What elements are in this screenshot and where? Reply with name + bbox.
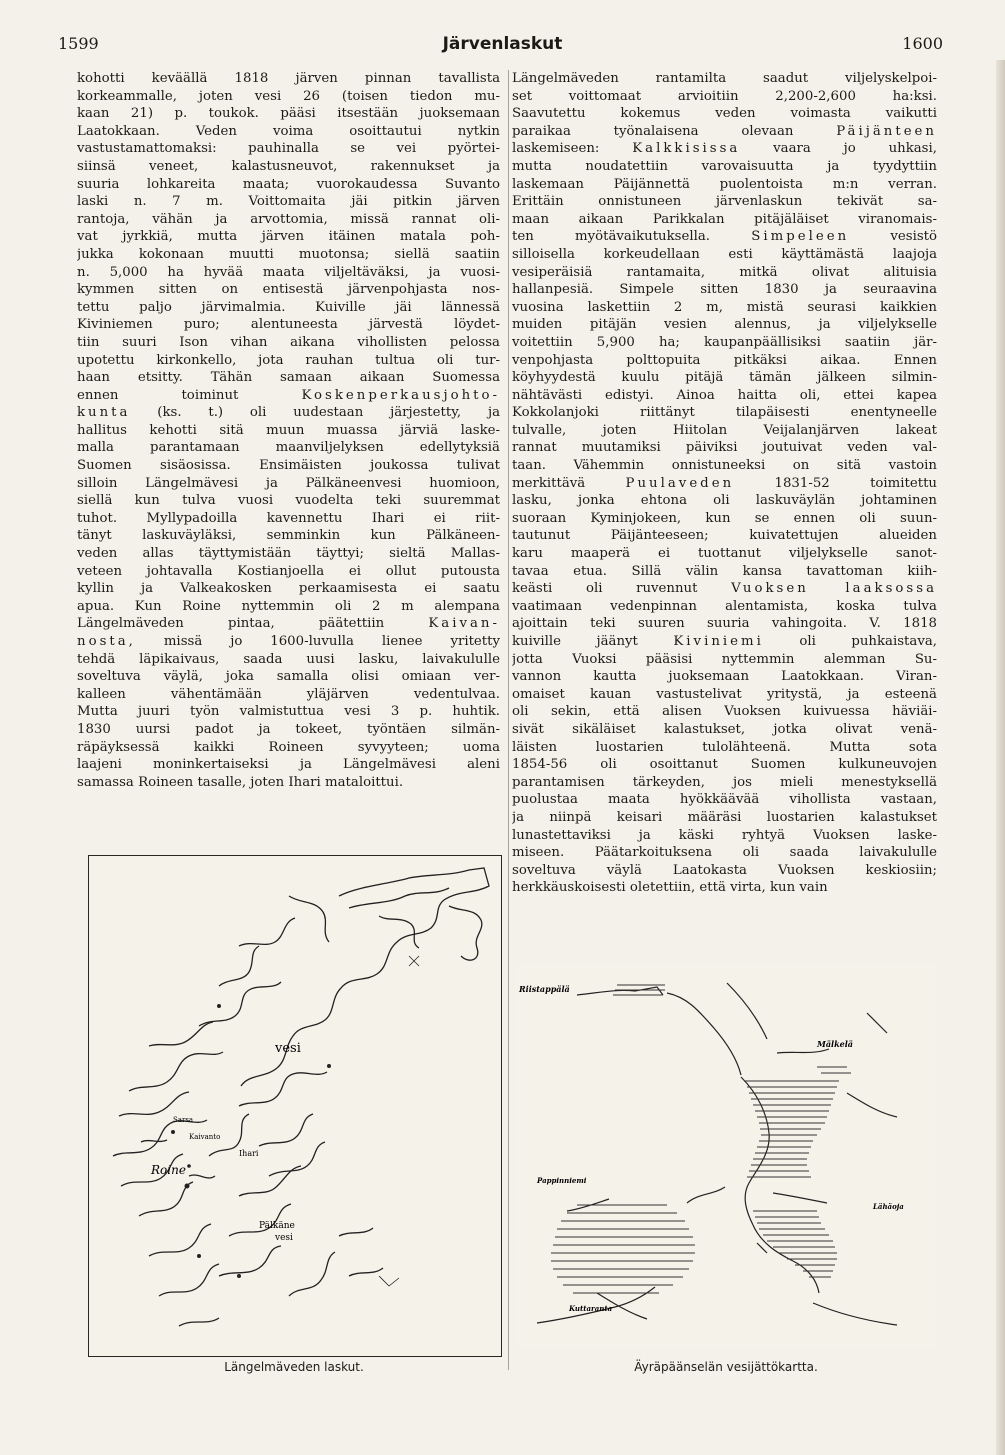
text-line xyxy=(77,387,500,405)
text-run: vaara jo uhkasi, xyxy=(773,141,937,157)
text-line xyxy=(512,123,937,141)
text-line: upotettu kirkonkello, jota rauhan tultua oli tur- xyxy=(77,352,500,368)
text-run: vesistö xyxy=(890,229,937,245)
text-line: tulvalle, joten Hiitolan Veijalanjärven lakeat xyxy=(512,422,937,438)
text-run: laskemiseen: xyxy=(512,141,600,157)
text-line: silloisella korkeudellaan esti käyttämästä laajoja xyxy=(512,246,937,262)
map-label-palkane: Pälkäne xyxy=(259,1221,295,1231)
text-line: herkkäuskoisesti oletettiin, että virta, kun vain xyxy=(512,880,828,896)
text-run: keästi oli ruvennut xyxy=(512,581,698,597)
map-langelmavesi-drawing xyxy=(89,856,501,1356)
right-column xyxy=(512,70,937,897)
text-line: vaatimaan vedenpinnan alentamista, koska tulva xyxy=(512,598,937,614)
text-run: missä jo 1600-luvulla lienee yritetty xyxy=(163,634,500,649)
text-line: vannon kautta juoksemaan Laatokkaan. Viran- xyxy=(512,669,937,685)
text-line xyxy=(512,580,937,598)
text-run: (ks. t.) oli uudestaan järjestetty, ja xyxy=(157,405,500,421)
text-line xyxy=(512,228,937,246)
text-line: siinsä veneet, kalastusneuvot, rakennukset ja xyxy=(77,158,500,174)
text-line xyxy=(512,140,937,158)
text-line: soveltuva väylä Laatokasta Vuoksen keskiosiin; xyxy=(512,862,937,878)
text-line: vuosina laskettiin 2 m, mistä seurasi kaikkien xyxy=(512,299,937,315)
text-line: jukka kokonaan muutti muotonsa; siellä saatiin xyxy=(77,246,500,262)
text-line: vastustamattomaksi: pauhinalla se vei pyörtei- xyxy=(77,141,500,157)
map-label-ihari: Ihari xyxy=(239,1149,259,1158)
map-langelmavesi xyxy=(88,855,502,1357)
spaced-term: kunta xyxy=(77,405,131,421)
text-line: nähtävästi edistyi. Ainoa haitta oli, ettei kapea xyxy=(512,387,937,403)
column-divider xyxy=(508,70,509,1370)
text-line: laajeni moninkertaiseksi ja Längelmävesi aleni xyxy=(77,757,500,773)
text-line: parantamisen tärkeyden, jos mieli menestyksellä xyxy=(512,774,937,790)
text-run: kuiville jäänyt xyxy=(512,634,638,649)
text-line: venpohjasta polttopuita pitkäksi aikaa. Ennen xyxy=(512,352,937,368)
text-line xyxy=(77,404,500,422)
text-run: 1831-52 toimitettu xyxy=(774,475,937,491)
text-line: Suomen sisäosissa. Ensimäisten joukossa tulivat xyxy=(77,458,500,474)
text-line: hallanpesiä. Simpele sitten 1830 ja seuraavina xyxy=(512,282,937,298)
page-number-right: 1600 xyxy=(902,34,943,53)
map-ayrapaanselka xyxy=(517,963,935,1348)
text-line: vesiperäisiä rantamaita, mitkä olivat alituisia xyxy=(512,264,937,280)
running-title: Järvenlaskut xyxy=(442,34,563,54)
text-line: ajoittain teki suuren suuria vahingoita. V. 1818 xyxy=(512,616,937,632)
text-line: haan etsitty. Tähän samaan aikaan Suomessa xyxy=(77,370,500,386)
spaced-term: Simpeleen xyxy=(751,229,850,245)
text-line: kaan 21) p. toukok. pääsi itsestään juoksemaan xyxy=(77,106,500,122)
text-line: soveltuva väylä, joka samalla olisi omiaan ver- xyxy=(77,669,500,685)
text-line: ja niinpä keisari määräsi luostarien kalastukset xyxy=(512,809,937,825)
text-line xyxy=(512,475,937,493)
text-line: voitettiin 5,900 ha; kaupanpäällisiksi saatiin jär- xyxy=(512,334,937,350)
text-line xyxy=(512,633,937,651)
text-line: tuhot. Myllypadoilla kavennettu Ihari ei riit- xyxy=(77,510,500,526)
text-line: lasku, jonka ehtona oli laskuväylän johtaminen xyxy=(512,493,937,509)
text-line: miseen. Päätarkoituksena oli saada laivakululle xyxy=(512,845,937,861)
spaced-term: Puulaveden xyxy=(625,475,735,491)
spaced-term: Kalkkisissa xyxy=(632,141,741,157)
text-line: Längelmäveden rantamilta saadut viljelyskelpoi- xyxy=(512,71,937,86)
text-run: merkittävä xyxy=(512,475,586,491)
map-label-palkane-vesi: vesi xyxy=(275,1233,293,1243)
text-line: Saavutettu kokemus veden voimasta vaikutti xyxy=(512,106,937,122)
text-line: kymmen sitten on entisestä järvenpohjasta nos- xyxy=(77,282,500,298)
map-ayrapaanselka-drawing xyxy=(517,963,935,1348)
spaced-term: nosta, xyxy=(77,634,136,649)
text-line: muiden pitäjän vesien alennus, ja viljelykselle xyxy=(512,317,937,333)
text-line: kohotti keväällä 1818 järven pinnan tavallista xyxy=(77,71,500,86)
text-line: tänyt laskuväyläksi, semminkin kun Pälkäneen- xyxy=(77,528,500,544)
text-line: kalleen vähentämään yläjärven vedentulvaa. xyxy=(77,686,500,702)
text-line: korkeammalle, joten vesi 26 (toisen tiedon mu- xyxy=(77,88,500,104)
text-line: taan. Vähemmin onnistuneeksi on sitä vastoin xyxy=(512,458,937,474)
text-line: jotta Vuoksi pääsisi nyttemmin alemman Su- xyxy=(512,651,937,667)
figure-caption-left: Längelmäveden laskut. xyxy=(224,1360,364,1374)
spaced-term: Kiviniemi xyxy=(673,634,764,649)
map-label-pappinniemi: Pappinniemi xyxy=(537,1176,587,1185)
page-number-left: 1599 xyxy=(58,34,99,53)
map-label-kuttaranta: Kuttaranta xyxy=(569,1304,613,1313)
text-line: tiin suuri Ison vihan aikana vihollisten pelossa xyxy=(77,334,500,350)
text-line: malla parantamaan maanviljelyksen edellytyksiä xyxy=(77,440,500,456)
text-line: mutta noudatettiin varovaisuutta ja tyydyttiin xyxy=(512,158,937,174)
text-line: hallitus kehotti sitä muun muassa järviä laske- xyxy=(77,422,500,438)
text-line: suoraan Kyminjokeen, kun se ennen oli suun- xyxy=(512,510,937,526)
text-line: omaiset kauan vastustelivat yritystä, ja esteenä xyxy=(512,686,937,702)
text-line: Kiviniemen puro; alentuneesta järvestä löydet- xyxy=(77,317,500,333)
text-line: Laatokkaan. Veden voima osoittautui nytkin xyxy=(77,123,500,139)
text-line: vat jyrkkiä, mutta järven itäinen matala poh- xyxy=(77,229,500,245)
text-line: räpäyksessä kaikki Roineen syvyyteen; uoma xyxy=(77,739,500,755)
text-line: tavaa etua. Sillä välin kansa tavattoman kiih- xyxy=(512,563,937,579)
map-label-lahaoja: Lähäoja xyxy=(873,1202,904,1211)
text-run: ten myötävaikutuksella. xyxy=(512,229,711,245)
text-line: veden allas täyttymistään täyttyi; sieltä Mallas- xyxy=(77,546,500,562)
text-line: Erittäin onnistuneen järvenlaskun tekivät sa- xyxy=(512,194,937,210)
text-line: maan aikaan Parikkalan pitäjäläiset viranomais- xyxy=(512,211,937,227)
text-line: set voittomaat arvioitiin 2,200-2,600 ha:ksi. xyxy=(512,88,937,104)
text-line: köyhyydestä kuulu pitäjä tämän jälkeen silmin- xyxy=(512,370,937,386)
map-label-sarsa: Sarsa xyxy=(173,1116,194,1124)
text-line: silloin Längelmävesi ja Pälkäneenvesi huomioon, xyxy=(77,475,500,491)
spaced-term: Päijänteen xyxy=(836,123,937,139)
text-line: sivät sikäläiset kalastukset, jotka olivat venä- xyxy=(512,721,937,737)
figure-caption-right: Äyräpäänselän vesijättökartta. xyxy=(634,1360,818,1374)
text-line xyxy=(77,615,500,633)
text-run: oli puhkaistava, xyxy=(799,634,937,649)
text-line: laskemaan Päijännettä puolentoista m:n verran. xyxy=(512,176,937,192)
text-line xyxy=(77,633,500,651)
map-label-kiiskila: Riistappälä xyxy=(519,984,570,994)
spaced-term: Kaivan- xyxy=(428,616,500,632)
text-line: lunastettaviksi ja käski ryhtyä Vuoksen laske- xyxy=(512,827,937,843)
text-run: paraikaa työnalaisena olevaan xyxy=(512,123,794,139)
map-label-vesi: vesi xyxy=(275,1041,301,1056)
text-line: kyllin ja Valkeakosken perkaamisesta ei saatu xyxy=(77,581,500,597)
spaced-term: Koskenperkausjohto- xyxy=(301,387,500,403)
text-line: rantoja, vähän ja arvottomia, missä rannat oli- xyxy=(77,211,500,227)
text-line: apua. Kun Roine nyttemmin oli 2 m alempana xyxy=(77,598,500,614)
text-line: siellä kun tulva vuosi vuodelta teki suuremmat xyxy=(77,493,500,509)
text-line: tettu paljo järvimalmia. Kuiville jäi lännessä xyxy=(77,299,500,315)
text-line: 1830 uursi padot ja tokeet, työntäen silmän- xyxy=(77,721,500,737)
text-run: Längelmäveden pintaa, päätettiin xyxy=(77,616,385,632)
text-line: 1854-56 oli osoittanut Suomen kulkuneuvojen xyxy=(512,757,937,773)
text-line: tehdä läpikaivaus, saada uusi lasku, laivakululle xyxy=(77,651,500,667)
text-line: suuria lohkareita maata; vuorokaudessa Suvanto xyxy=(77,176,500,192)
text-line: samassa Roineen tasalle, joten Ihari mataloittui. xyxy=(77,774,404,790)
text-line: puolustaa maata hyökkäävää vihollista vastaan, xyxy=(512,792,937,808)
text-line: läisten luostarien tulolähteenä. Mutta sota xyxy=(512,739,937,755)
map-label-roine: Roine xyxy=(151,1163,186,1177)
text-line: tautunut Päijänteeseen; kuivatettujen alueiden xyxy=(512,528,937,544)
text-line: Mutta juuri työn valmistuttua vesi 3 p. huhtik. xyxy=(77,704,500,720)
text-line: n. 5,000 ha hyvää maata viljeltäväksi, ja vuosi- xyxy=(77,264,500,280)
page-edge xyxy=(996,60,1005,1455)
text-line: laski n. 7 m. Voittomaita jäi pitkin järven xyxy=(77,194,500,210)
text-line: oli sekin, että alisen Vuoksen kuivuessa häviäi- xyxy=(512,704,937,720)
map-label-kaivanto: Kaivanto xyxy=(189,1133,221,1141)
text-line: karu maaperä ei tuottanut viljelykselle sanot- xyxy=(512,546,937,562)
text-run: ennen toiminut xyxy=(77,387,239,403)
left-column xyxy=(77,70,500,791)
text-line: veteen johtavalla Kostianjoella ei ollut putousta xyxy=(77,563,500,579)
spaced-term: Vuoksen laaksossa xyxy=(731,581,937,597)
text-line: Kokkolanjoki riittänyt tilapäisesti enentyneelle xyxy=(512,405,937,421)
text-line: rannat muutamiksi päiviksi joutuivat veden val- xyxy=(512,440,937,456)
map-label-malkela: Mälkelä xyxy=(817,1039,853,1049)
